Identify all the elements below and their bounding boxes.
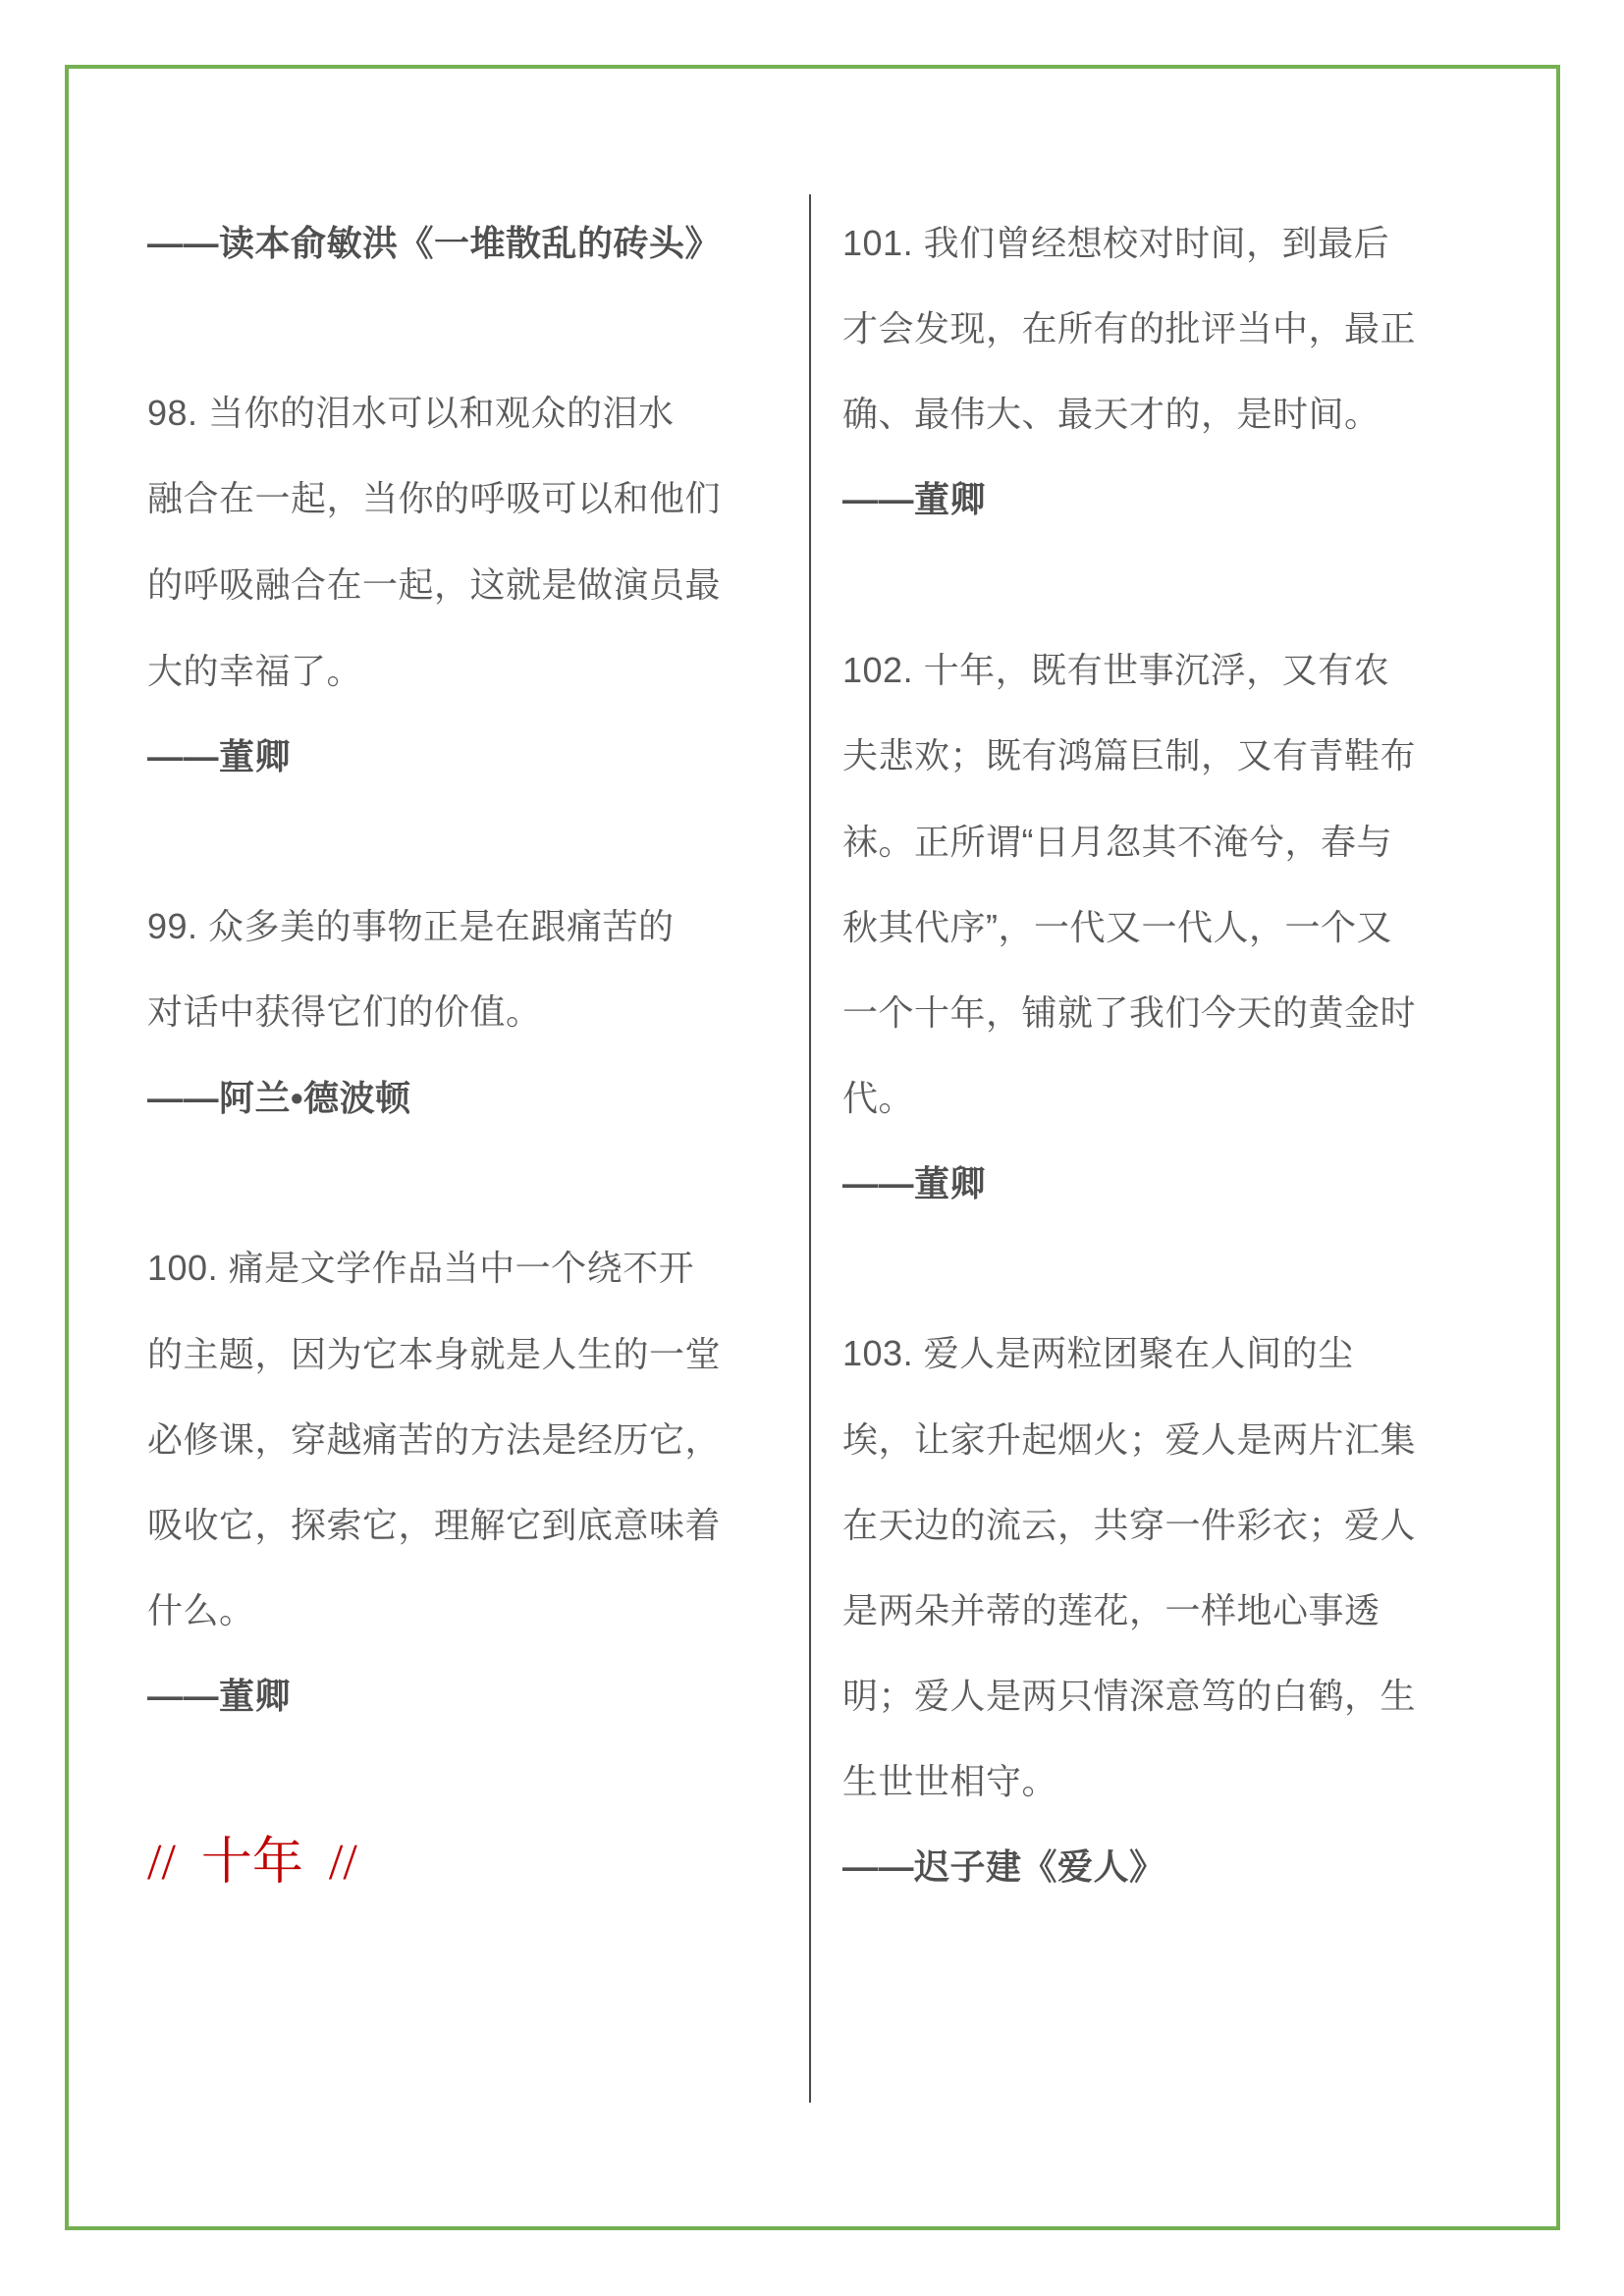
quote-line: 对话中获得它们的价值。 <box>147 991 542 1032</box>
quote-attribution: ——董卿 <box>147 736 292 776</box>
attribution-yu-minhong: ——读本俞敏洪《一堆散乱的砖头》 <box>147 223 722 263</box>
quote-line: 100. 痛是文学作品当中一个绕不开 <box>147 1248 695 1288</box>
quote-line: 什么。 <box>147 1590 255 1630</box>
quote-line: 生世世相守。 <box>842 1761 1058 1801</box>
quote-line: 一个十年，铺就了我们今天的黄金时 <box>842 992 1417 1033</box>
quote-line: 的主题，因为它本身就是人生的一堂 <box>147 1334 722 1374</box>
quote-attribution: ——董卿 <box>842 1163 987 1203</box>
quote-line: 才会发现，在所有的批评当中，最正 <box>842 308 1417 348</box>
quote-line: 吸收它，探索它，理解它到底意味着 <box>147 1505 722 1545</box>
quote-attribution: ——董卿 <box>842 479 987 519</box>
quote-line: 明；爱人是两只情深意笃的白鹤，生 <box>842 1676 1417 1716</box>
quote-line: 99. 众多美的事物正是在跟痛苦的 <box>147 906 675 946</box>
quote-line: 代。 <box>842 1078 915 1118</box>
column-divider <box>809 194 811 2103</box>
quote-line: 的呼吸融合在一起，这就是做演员最 <box>147 564 722 605</box>
quote-line: 大的幸福了。 <box>147 651 363 691</box>
quote-line: 袜。正所谓“日月忽其不淹兮，春与 <box>842 822 1392 862</box>
quote-line: 103. 爱人是两粒团聚在人间的尘 <box>842 1333 1354 1373</box>
quote-attribution: ——阿兰•德波顿 <box>147 1078 411 1118</box>
quote-line: 101. 我们曾经想校对时间，到最后 <box>842 223 1390 263</box>
section-title-ten-years: // 十年 // <box>147 1835 357 1891</box>
quote-line: 在天边的流云，共穿一件彩衣；爱人 <box>842 1505 1417 1545</box>
quote-line: 是两朵并蒂的莲花，一样地心事透 <box>842 1590 1380 1630</box>
quote-line: 确、最伟大、最天才的，是时间。 <box>842 394 1380 434</box>
quote-attribution: ——迟子建《爱人》 <box>842 1846 1165 1887</box>
quote-line: 98. 当你的泪水可以和观众的泪水 <box>147 393 675 433</box>
quote-attribution: ——董卿 <box>147 1676 292 1716</box>
quote-line: 融合在一起，当你的呼吸可以和他们 <box>147 478 722 518</box>
quote-line: 夫悲欢；既有鸿篇巨制，又有青鞋布 <box>842 735 1417 775</box>
quote-line: 秋其代序”，一代又一代人，一个又 <box>842 907 1392 947</box>
quote-line: 埃，让家升起烟火；爱人是两片汇集 <box>842 1419 1417 1460</box>
quote-line: 必修课，穿越痛苦的方法是经历它， <box>147 1419 722 1460</box>
quote-line: 102. 十年，既有世事沉浮，又有农 <box>842 650 1390 690</box>
